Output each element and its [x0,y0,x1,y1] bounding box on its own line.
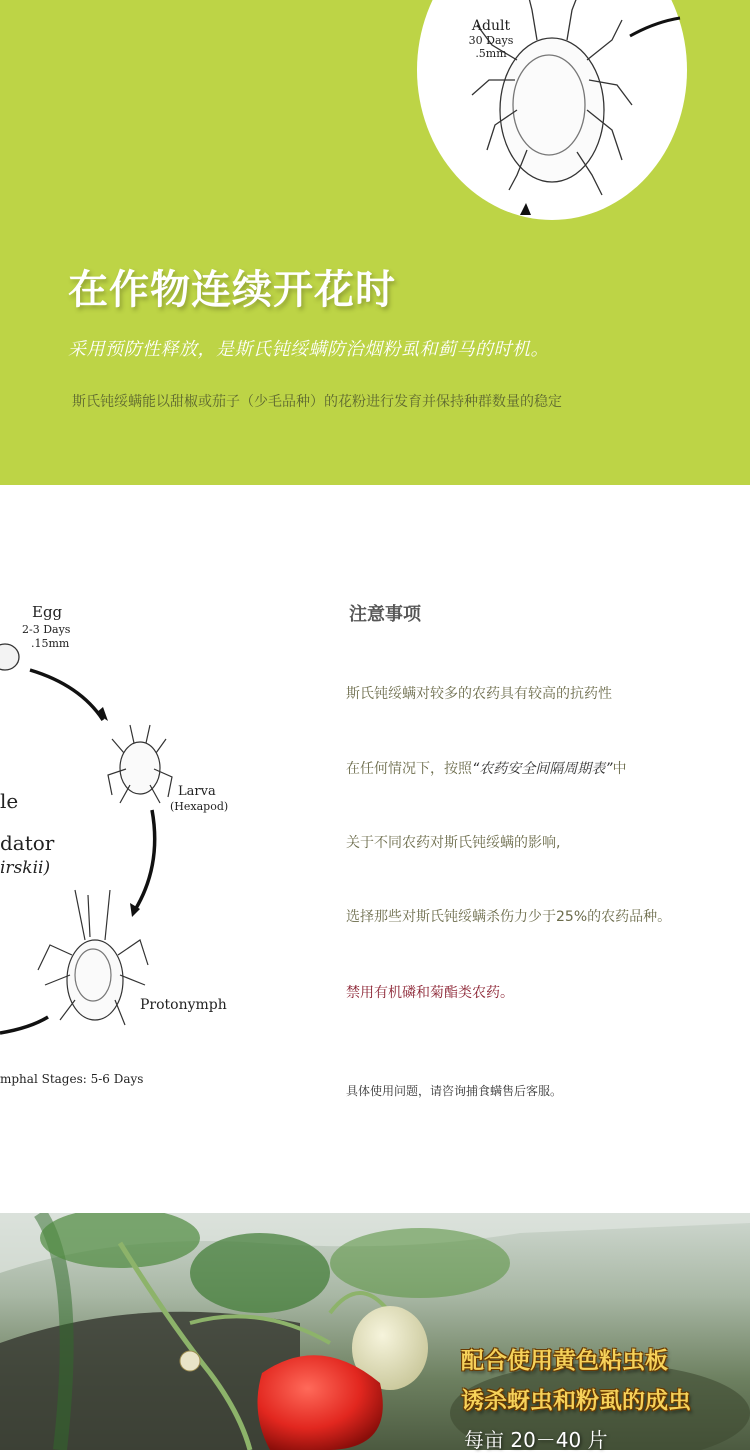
hero-description: 斯氏钝绥螨能以甜椒或茄子（少毛品种）的花粉进行发育并保持种群数量的稳定 [72,394,562,410]
note-line-2-after: 中 [612,761,627,777]
species-label-partial: irskii) [0,858,51,878]
egg-label: Egg [32,603,63,621]
larva-sub: (Hexapod) [170,800,229,813]
promo-line-1: 配合使用黄色粘虫板 [461,1348,668,1374]
egg-days: 2-3 Days [22,623,71,636]
note-line-5-warning: 禁用有机磷和菊酯类农药。 [346,985,514,1001]
note-line-1: 斯氏钝绥螨对较多的农药具有较高的抗药性 [346,686,612,702]
promo-line-2: 诱杀蚜虫和粉虱的成虫 [461,1388,691,1414]
adult-days: 30 Days [468,34,514,47]
hero-section [0,0,750,485]
nymphal-stages-label: mphal Stages: 5-6 Days [0,1072,144,1086]
promo-line-3: 每亩 20－40 片 [464,1428,608,1452]
hero-subtitle: 采用预防性释放，是斯氏钝绥螨防治烟粉虱和蓟马的时机。 [68,339,549,360]
note-line-4: 选择那些对斯氏钝绥螨杀伤力少于25%的农药品种。 [346,909,672,925]
larva-mite-icon [108,725,172,803]
predator-label-partial: dator [0,831,55,855]
note-line-3: 关于不同农药对斯氏钝绥螨的影响, [346,835,561,851]
protonymph-label: Protonymph [140,997,227,1013]
note-line-2-before: 在任何情况下，按照 [346,761,472,777]
cycle-title-partial: le [0,789,19,813]
adult-size: .5mm [475,47,507,60]
larva-label: Larva [178,784,216,799]
egg-size: .15mm [31,637,70,650]
egg-icon [0,644,19,670]
note-line-2-quote: “农药安全间隔周期表” [472,761,613,777]
contact-note: 具体使用问题，请咨询捕食螨售后客服。 [346,1084,563,1098]
cycle-arrow-top [0,0,750,230]
note-line-2 [346,758,627,778]
notes-title: 注意事项 [349,604,421,625]
adult-title: Adult [471,18,511,34]
hero-title: 在作物连续开花时 [68,267,396,313]
